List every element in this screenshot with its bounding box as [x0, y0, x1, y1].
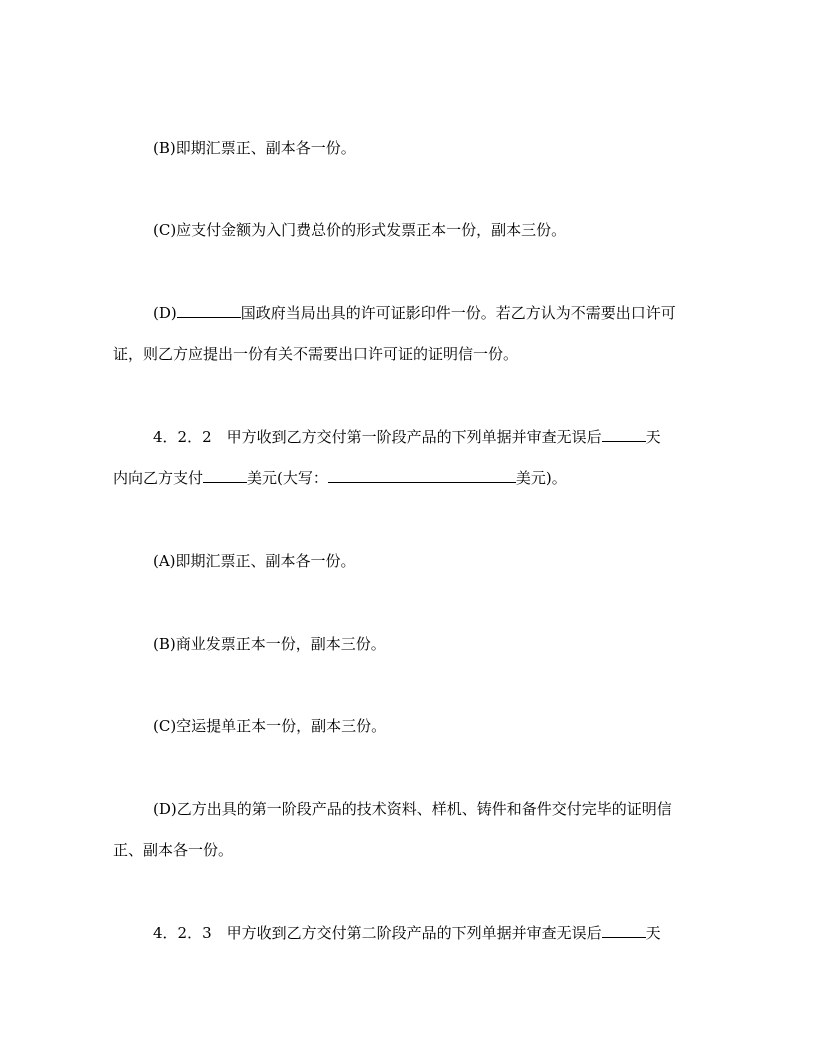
- item-a-draft: [153, 549, 743, 573]
- clause-4-2-3-day: 天: [645, 924, 661, 942]
- blank-days: [602, 425, 646, 442]
- item-d-cert-text: (D)乙方出具的第一阶段产品的技术资料、样机、铸件和备件交付完毕的证明信: [153, 800, 672, 818]
- clause-4-2-2: [153, 425, 743, 449]
- item-b-invoice-text: (B)商业发票正本一份，副本三份。: [153, 635, 386, 653]
- item-d-line2-text: 证，则乙方应提出一份有关不需要出口许可证的证明信一份。: [113, 345, 519, 363]
- item-c-airway-text: (C)空运提单正本一份，副本三份。: [153, 717, 387, 735]
- blank-days-2: [602, 921, 646, 938]
- clause-line2-start: 内向乙方支付: [113, 469, 204, 487]
- item-d-license: [153, 301, 743, 325]
- item-b-draft-text: (B)即期汇票正、副本各一份。: [153, 139, 356, 157]
- item-d-license-line2: [113, 342, 703, 366]
- item-c-text: (C)应支付金额为入门费总价的形式发票正本一份，副本三份。: [153, 221, 567, 239]
- blank-country: [177, 301, 241, 318]
- item-d-certificate: [153, 797, 743, 821]
- clause-4-2-3-text: 4．2．3 甲方收到乙方交付第二阶段产品的下列单据并审查无误后: [153, 924, 602, 942]
- clause-line2-end: 美元)。: [515, 469, 567, 487]
- blank-amount-words: [328, 466, 516, 483]
- clause-4-2-2-text: 4．2．2 甲方收到乙方交付第一阶段产品的下列单据并审查无误后: [153, 428, 602, 446]
- item-c-proforma-invoice: [153, 218, 743, 242]
- clause-4-2-2-line2: [113, 466, 703, 490]
- clause-4-2-3: [153, 921, 743, 945]
- item-b-commercial-invoice: [153, 632, 743, 656]
- item-d-certificate-line2: [113, 838, 703, 862]
- item-b-draft: [153, 136, 743, 160]
- clause-line2-mid: 美元(大写：: [247, 469, 328, 487]
- item-d-cert-line2-text: 正、副本各一份。: [113, 841, 234, 859]
- item-c-airway-bill: [153, 714, 743, 738]
- item-a-text: (A)即期汇票正、副本各一份。: [153, 552, 356, 570]
- item-d-prefix: (D): [153, 304, 177, 322]
- clause-4-2-2-day: 天: [645, 428, 661, 446]
- blank-amount: [203, 466, 247, 483]
- item-d-suffix: 国政府当局出具的许可证影印件一份。若乙方认为不需要出口许可: [240, 304, 676, 322]
